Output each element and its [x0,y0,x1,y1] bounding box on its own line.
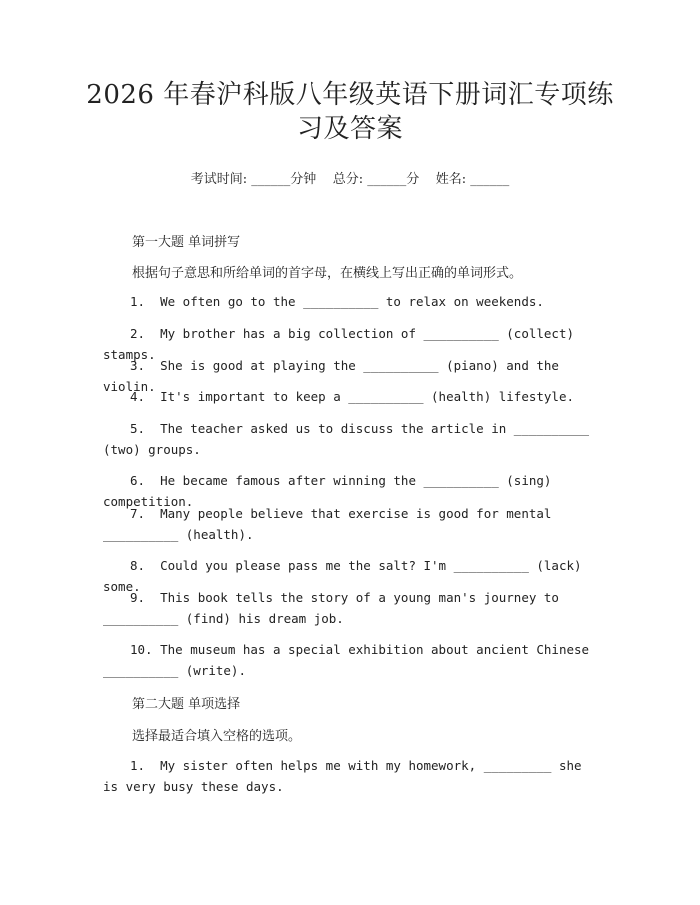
question-item: 10. The museum has a special exhibition about ancient Chinese __________ (write). [103,642,597,678]
question-item: 5. The teacher asked us to discuss the article in __________ (two) groups. [103,421,597,457]
question-item: 9. This book tells the story of a young man's journey to __________ (find) his dream job. [103,590,567,626]
question-item: 4. It's important to keep a __________ (health) lifestyle. [130,389,575,404]
section-2-instruction: 选择最适合填入空格的选项。 [132,729,302,744]
question-item: 6. He became famous after winning the __________ (sing) competition. [103,473,559,509]
question-item: 2. My brother has a big collection of __________ (collect) stamps. [103,326,582,362]
exam-info-line: 考试时间: ______分钟 总分: ______分 姓名: ______ [190,172,510,187]
question-item: 3. She is good at playing the __________ (piano) and the violin. [103,358,567,394]
question-item: 1. My sister often helps me with my homework, _________ she is very busy these days. [103,758,590,794]
section-1-instruction: 根据句子意思和所给单词的首字母，在横线上写出正确的单词形式。 [132,266,523,281]
question-item: 7. Many people believe that exercise is good for mental __________ (health). [103,506,559,542]
question-item: 8. Could you please pass me the salt? I'm __________ (lack) some. [103,558,590,594]
document-title: 2026 年春沪科版八年级英语下册词汇专项练习及答案 [86,80,614,144]
question-item: 1. We often go to the __________ to relax on weekends. [130,294,544,309]
section-2-heading: 第二大题 单项选择 [132,697,241,712]
section-1-heading: 第一大题 单词拼写 [132,235,241,250]
